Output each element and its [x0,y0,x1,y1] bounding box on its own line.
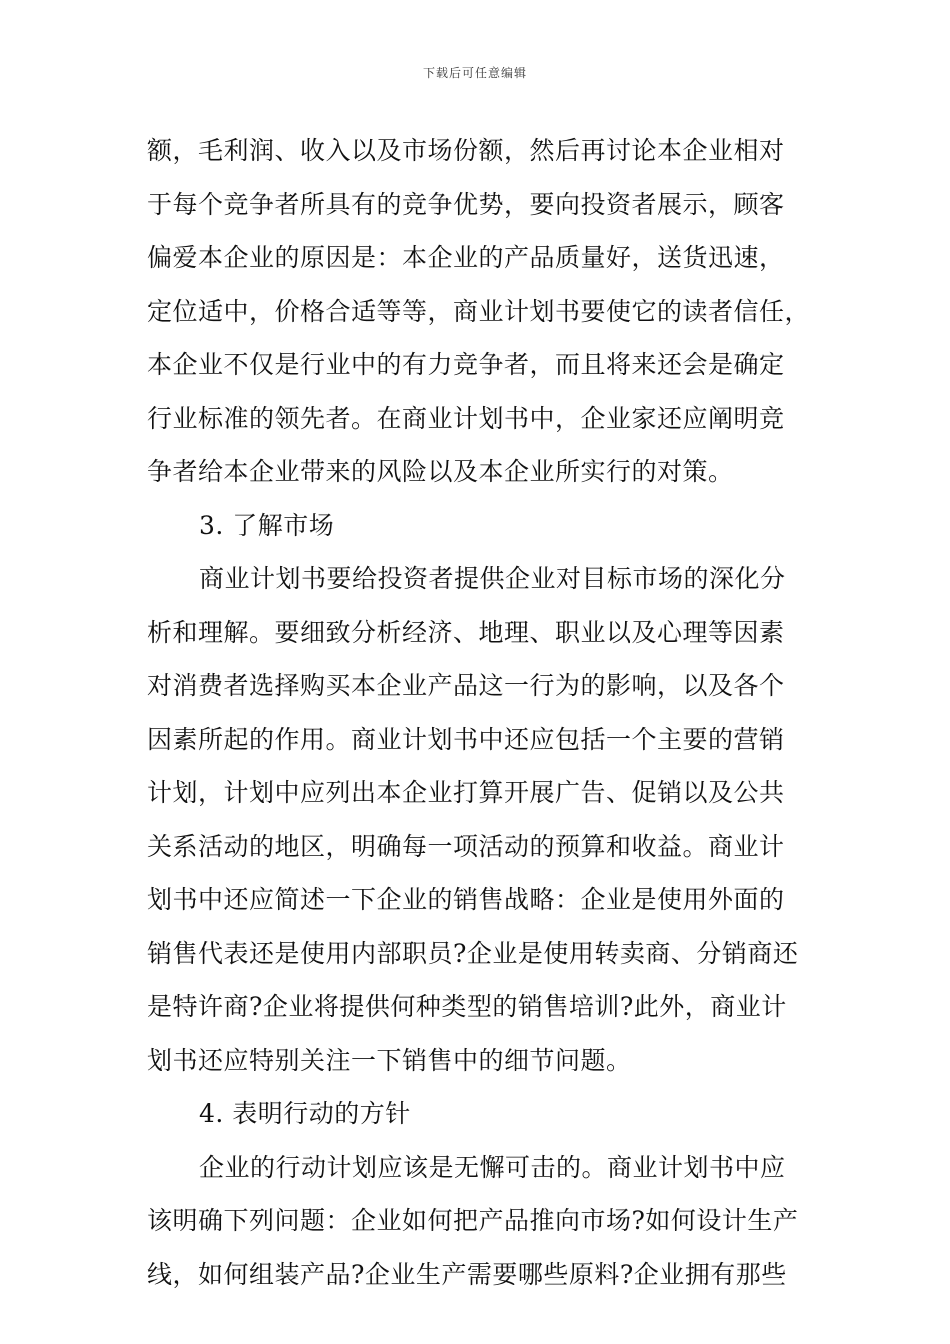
text-line: 争者给本企业带来的风险以及本企业所实行的对策。 [147,457,734,486]
text-line: 划书中还应简述一下企业的销售战略：企业是使用外面的 [147,885,785,914]
section-heading: 3. 了解市场 [199,510,335,540]
text-line: 划书还应特别关注一下销售中的细节问题。 [147,1045,632,1075]
text-line: 对消费者选择购买本企业产品这一行为的影响，以及各个 [147,671,785,700]
text-line: 额，毛利润、收入以及市场份额，然后再讨论本企业相对 [147,136,785,165]
text-line: 本企业不仅是行业中的有力竞争者，而且将来还会是确定 [147,350,785,379]
text-line: 线，如何组装产品?企业生产需要哪些原料?企业拥有那些 [147,1259,787,1289]
text-line: 销售代表还是使用内部职员?企业是使用转卖商、分销商还 [147,938,799,968]
text-line: 于每个竞争者所具有的竞争优势，要向投资者展示，顾客 [147,189,785,219]
section-heading: 4. 表明行动的方针 [199,1099,411,1128]
text-line: 该明确下列问题：企业如何把产品推向市场?如何设计生产 [147,1206,799,1235]
text-line: 定位适中，价格合适等等，商业计划书要使它的读者信任， [147,296,811,326]
header-note: 下载后可任意编辑 [422,66,527,80]
text-line: 行业标准的领先者。在商业计划书中，企业家还应阐明竞 [147,403,785,433]
body-text [147,124,811,1301]
text-line: 计划，计划中应列出本企业打算开展广告、促销以及公共 [147,778,785,807]
text-line: 因素所起的作用。商业计划书中还应包括一个主要的营销 [147,724,785,754]
paragraph-start-line: 商业计划书要给投资者提供企业对目标市场的深化分 [199,564,786,593]
text-line: 关系活动的地区，明确每一项活动的预算和收益。商业计 [147,831,785,861]
text-line: 析和理解。要细致分析经济、地理、职业以及心理等因素 [147,617,785,647]
text-line: 是特许商?企业将提供何种类型的销售培训?此外，商业计 [147,992,787,1021]
paragraph-start-line: 企业的行动计划应该是无懈可击的。商业计划书中应 [199,1152,786,1182]
text-line: 偏爱本企业的原因是：本企业的产品质量好，送货迅速， [147,243,785,272]
